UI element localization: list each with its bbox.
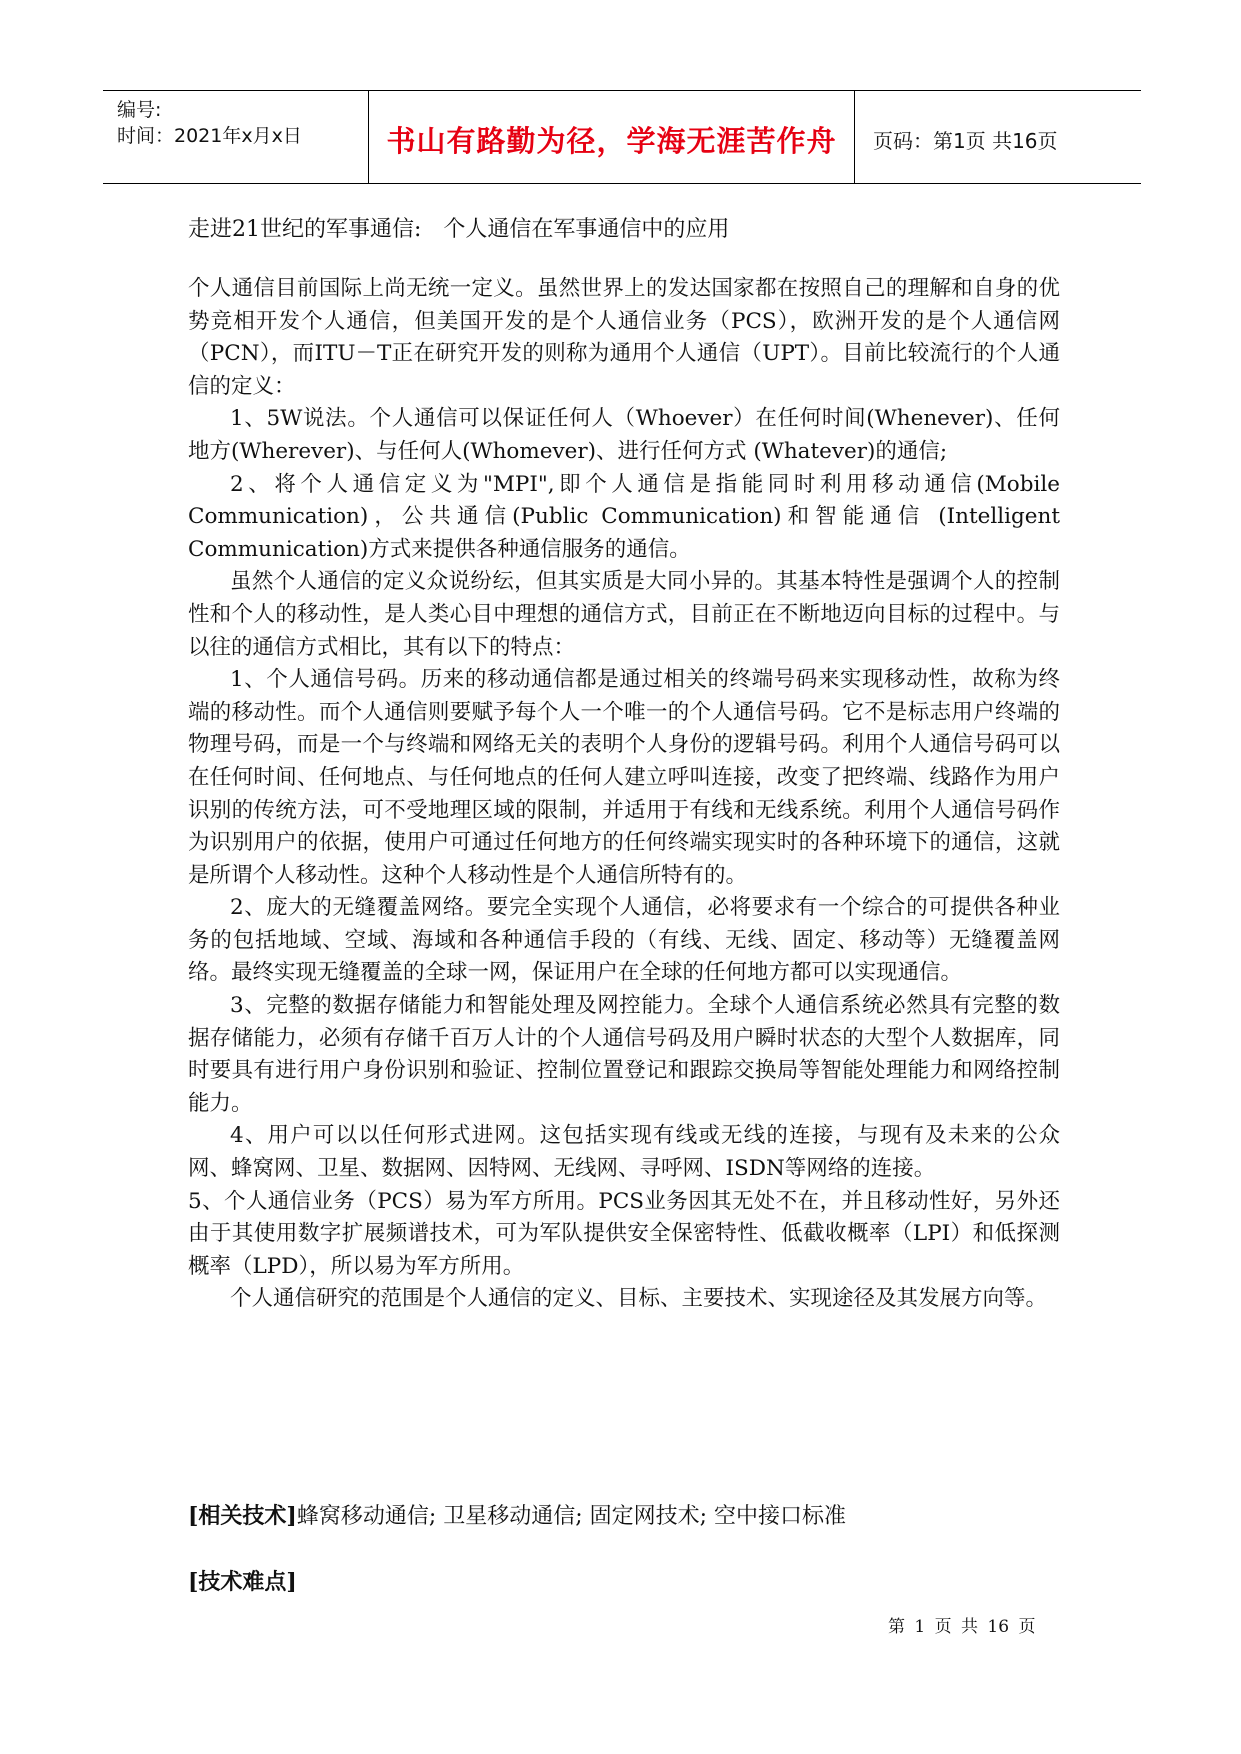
paragraph-research-scope: 个人通信研究的范围是个人通信的定义、目标、主要技术、实现途径及其发展方向等。: [230, 1286, 1048, 1312]
header-motto: 书山有路勤为径，学海无涯苦作舟: [386, 124, 837, 158]
header-page-number: 页码：第1页 共16页: [873, 129, 1058, 153]
paragraph-feature-3: 3、完整的数据存储能力和智能处理及网控能力。全球个人通信系统必然具有完整的数据存储能力，必须有存储千百万人计的个人通信号码及用户瞬时状态的大型个人数据库，同时要具有进行用户身份识别和验证、控制位置登记和跟踪交换局等智能处理能力和网络控制能力。: [188, 993, 1060, 1116]
related-technologies-label: [相关技术]: [188, 1503, 297, 1529]
title-sub: 个人通信在军事通信中的应用: [443, 217, 730, 242]
paragraph-definition-1: 1、5W说法。个人通信可以保证任何人（Whoever）在任何时间(Whenever)、任何地方(Wherever)、与任何人(Whomever)、进行任何方式 (Whatever)的通信;: [188, 406, 1060, 464]
document-time-label: 时间：2021年x月x日: [117, 125, 302, 147]
paragraph-feature-1: 1、个人通信号码。历来的移动通信都是通过相关的终端号码来实现移动性，故称为终端的移动性。而个人通信则要赋予每个人一个唯一的个人通信号码。它不是标志用户终端的物理号码，而是一个与终端和网络无关的表明个人身份的逻辑号码。利用个人通信号码可以在任何时间、任何地点、与任何地点的任何人建立呼叫连接，改变了把终端、线路作为用户识别的传统方法，可不受地理区域的限制，并适用于有线和无线系统。利用个人通信号码作为识别用户的依据，使用户可通过任何地方的任何终端实现实时的各种环境下的通信，这就是所谓个人移动性。这种个人移动性是个人通信所特有的。: [188, 667, 1060, 888]
paragraph-feature-2: 2、庞大的无缝覆盖网络。要完全实现个人通信，必将要求有一个综合的可提供各种业务的包括地域、空域、海域和各种通信手段的（有线、无线、固定、移动等）无缝覆盖网络。最终实现无缝覆盖的全球一网，保证用户在全球的任何地方都可以实现通信。: [188, 895, 1060, 986]
paragraph-definition-2: 2、将个人通信定义为"MPI",即个人通信是指能同时利用移动通信(Mobile Communication)，公共通信(Public Communication)和智能通信 (Intelligent Communication)方式来提供各种通信服务的通信。: [188, 471, 1060, 562]
document-title: [188, 212, 751, 243]
paragraph-feature-5: 5、个人通信业务（PCS）易为军方所用。PCS业务因其无处不在，并且移动性好，另外还由于其使用数字扩展频谱技术，可为军队提供安全保密特性、低截收概率（LPI）和低探测概率（LPD），所以易为军方所用。: [188, 1188, 1060, 1279]
paragraph-feature-4: 4、用户可以以任何形式进网。这包括实现有线或无线的连接，与现有及未来的公众网、蜂窝网、卫星、数据网、因特网、无线网、寻呼网、ISDN等网络的连接。: [188, 1123, 1060, 1182]
paragraph-intro: 个人通信目前国际上尚无统一定义。虽然世界上的发达国家都在按照自己的理解和自身的优势竞相开发个人通信，但美国开发的是个人通信业务（PCS），欧洲开发的是个人通信网（PCN），而ITU－T正在研究开发的则称为通用个人通信（UPT）。目前比较流行的个人通信的定义：: [188, 276, 1060, 399]
paragraph-characteristics-intro: 虽然个人通信的定义众说纷纭，但其实质是大同小异的。其基本特性是强调个人的控制性和个人的移动性，是人类心目中理想的通信方式，目前正在不断地迈向目标的过程中。与以往的通信方式相比，其有以下的特点：: [188, 569, 1060, 660]
related-technologies-text: 蜂窝移动通信; 卫星移动通信; 固定网技术; 空中接口标准: [296, 1504, 847, 1529]
page-footer: 第 1 页 共 16 页: [888, 1617, 1036, 1637]
header-meta-cell: [103, 91, 368, 183]
header-motto-cell: [368, 91, 855, 183]
technical-difficulties-heading: [技术难点]: [188, 1569, 297, 1595]
header-page-cell: [855, 91, 1141, 183]
related-technologies: [188, 1499, 846, 1530]
header-table: [103, 90, 1141, 184]
document-number-label: 编号:: [117, 99, 162, 121]
title-main: 走进21世纪的军事通信:: [188, 217, 422, 242]
document-body: [188, 273, 1060, 1316]
